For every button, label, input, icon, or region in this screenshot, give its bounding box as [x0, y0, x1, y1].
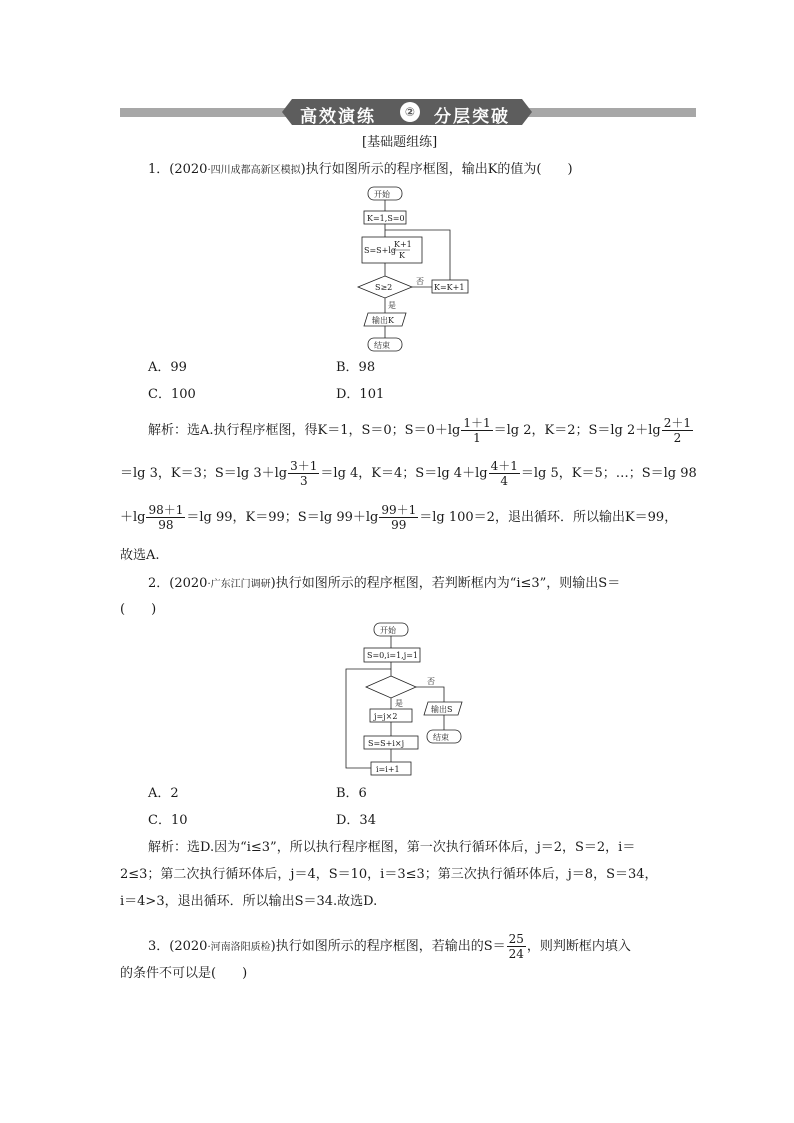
- q2-option-b: B．6: [336, 786, 367, 801]
- svg-text:K=1,S=0: K=1,S=0: [367, 214, 405, 223]
- svg-text:K: K: [399, 251, 405, 260]
- q2-option-a: A．2: [148, 786, 179, 801]
- svg-text:S=0,i=1,j=1: S=0,i=1,j=1: [367, 651, 418, 660]
- q2-flowchart: [340, 620, 480, 778]
- banner-title-right: 分层突破: [434, 107, 510, 127]
- svg-text:输出K: 输出K: [372, 316, 394, 325]
- q2-solution-line1: 解析：选D.因为“i≤3”，所以执行程序框图，第一次执行循环体后，j＝2，S＝2，i＝: [148, 840, 636, 855]
- q1-flowchart: [350, 183, 480, 355]
- q1-solution-line3: ＋lg $\frac{98+1}{98}$ ＝lg 99，K＝99；S＝lg 99＋lg $\frac{99+1}{99}$ ＝lg 100＝2，退出循环．所以输出K＝99，: [120, 503, 678, 532]
- svg-text:S≥2: S≥2: [375, 283, 393, 292]
- svg-text:否: 否: [416, 277, 424, 286]
- svg-text:K+1: K+1: [394, 240, 412, 249]
- q1-stem: 1．(2020·四川成都高新区模拟)执行如图所示的程序框图，输出K的值为( ): [148, 162, 573, 177]
- svg-text:i=i+1: i=i+1: [376, 765, 400, 774]
- q1-solution-line4: 故选A.: [120, 548, 160, 563]
- svg-text:j=j×2: j=j×2: [374, 712, 398, 721]
- banner-title-left: 高效演练: [300, 107, 376, 127]
- q3-stem-line2: 的条件不可以是( ): [120, 966, 248, 981]
- svg-text:结束: 结束: [433, 733, 449, 742]
- q1-option-c: C．100: [148, 387, 196, 402]
- q2-option-c: C．10: [148, 813, 188, 828]
- svg-text:K=K+1: K=K+1: [434, 283, 465, 292]
- q1-solution-line1: 解析：选A.执行程序框图，得K＝1，S＝0；S＝0＋lg $\frac{1+1}{1}$ ＝lg 2，K＝2；S＝lg 2＋lg $\frac{2+1}{2}$: [148, 416, 692, 445]
- q2-solution-line2: 2≤3；第二次执行循环体后，j＝4，S＝10，i＝3≤3；第三次执行循环体后，j＝8，S＝34，: [120, 867, 658, 882]
- banner-circle-icon: ②: [400, 102, 420, 122]
- svg-text:是: 是: [395, 699, 403, 708]
- q1-option-d: D．101: [336, 387, 385, 402]
- q2-stem-line2: ( ): [120, 602, 157, 617]
- q1-option-a: A．99: [148, 360, 187, 375]
- q2-condition-diamond: [366, 676, 416, 698]
- q1-solution-line2: ＝lg 3，K＝3；S＝lg 3＋lg $\frac{3+1}{3}$ ＝lg 4，K＝4；S＝lg 4＋lg $\frac{4+1}{4}$ ＝lg 5，K＝5；…；S＝lg 98: [120, 459, 697, 488]
- svg-text:结束: 结束: [374, 341, 390, 350]
- svg-text:开始: 开始: [380, 626, 396, 635]
- svg-text:开始: 开始: [374, 190, 390, 199]
- q2-option-d: D．34: [336, 813, 376, 828]
- q1-option-b: B．98: [336, 360, 376, 375]
- svg-text:S=S+i×j: S=S+i×j: [368, 739, 405, 748]
- q3-stem: 3．(2020·河南洛阳质检)执行如图所示的程序框图，若输出的S＝ $\frac{25}{24}$ ，则判断框内填入: [148, 932, 631, 961]
- svg-text:是: 是: [388, 301, 396, 310]
- svg-text:输出S: 输出S: [431, 705, 453, 714]
- q2-solution-line3: i＝4>3，退出循环．所以输出S＝34.故选D.: [120, 894, 378, 909]
- q2-stem: 2．(2020·广东江门调研)执行如图所示的程序框图，若判断框内为“i≤3”，则输出S＝: [148, 576, 621, 591]
- svg-text:S=S+lg: S=S+lg: [364, 246, 397, 255]
- section-heading: [基础题组练]: [362, 135, 438, 150]
- svg-text:否: 否: [427, 677, 435, 686]
